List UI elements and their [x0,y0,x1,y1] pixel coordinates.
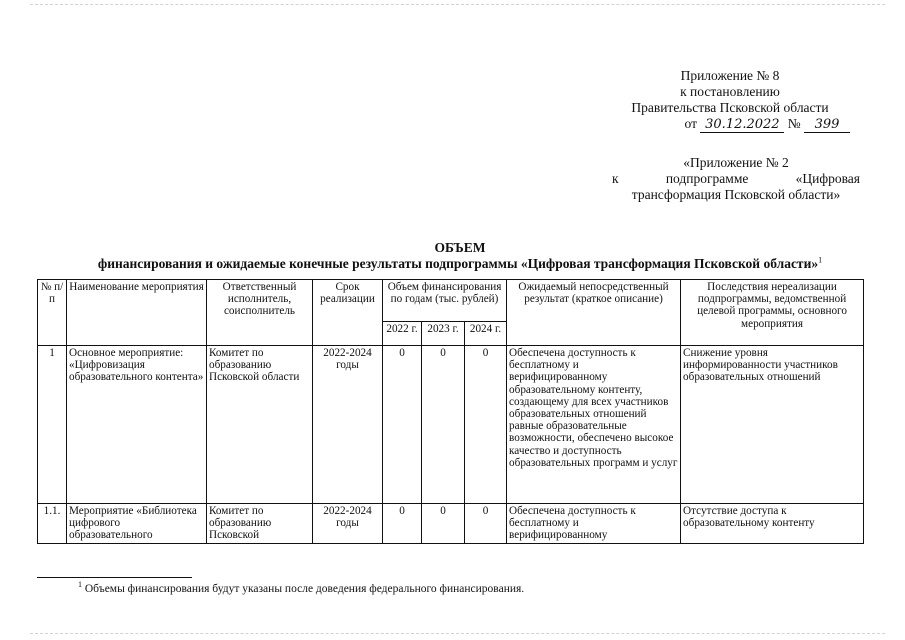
header-year-2023: 2023 г. [422,322,465,346]
header-term: Срок реализации [313,280,383,346]
scan-edge-top [30,4,885,5]
table-row [38,504,864,544]
footnote-mark: 1 [78,580,82,590]
cell-num: 1.1. [38,504,67,544]
header-executor: Ответственный исполнитель, соисполнитель [207,280,313,346]
cell-name: Основное мероприятие: «Цифровизация образовательного контента» [67,346,207,504]
appendix-line-1: Приложение № 8 [680,68,780,83]
cell-y2022: 0 [383,346,422,504]
header-num: № п/п [38,280,67,346]
title-footnote-mark: 1 [818,255,823,265]
appendix-2-line-1: «Приложение № 2 [683,155,789,170]
cell-y2023: 0 [422,346,465,504]
appendix-2-word: к [612,171,619,186]
table-row [38,346,864,504]
cell-y2024: 0 [465,346,507,504]
header-year-2022: 2022 г. [383,322,422,346]
cell-y2022: 0 [383,504,422,544]
title-text: финансирования и ожидаемые конечные результаты подпрограммы «Цифровая трансформация Псковской области» [97,256,819,271]
scan-edge-bottom [30,633,885,634]
cell-y2024: 0 [465,504,507,544]
handwritten-number: 399 [804,118,850,133]
cell-num: 1 [38,346,67,504]
cell-name [67,504,207,544]
cell-y2023: 0 [422,504,465,544]
title-line-1: ОБЪЕМ [434,240,486,255]
handwritten-date: 30.12.2022 [700,118,784,133]
cell-term: 2022-2024 годы [313,346,383,504]
appendix-line-2: к постановлению [680,84,780,99]
number-label: № [787,116,801,131]
appendix-2-line-2 [612,171,860,187]
cell-result: Обеспечена доступность к бесплатному и верифицированному образовательному контенту, создающему для всех участников образовательных отношений равные образовательные возможности, обеспечено высокое качество и доступность образовательных программ и услуг [507,346,681,504]
footnote [78,580,525,596]
cell-consequences: Отсутствие доступа к образовательному контенту [681,504,864,544]
appendix-date-line [600,116,860,133]
header-financing: Объем финансирования по годам (тыс. рублей) [383,280,507,322]
appendix-2-word: подпрограмме [665,171,749,186]
appendix-block [600,68,860,133]
footnote-divider [37,577,192,578]
header-result: Ожидаемый непосредственный результат (краткое описание) [507,280,681,346]
appendix-2-word: «Цифровая [795,171,860,186]
document-title [20,240,900,272]
appendix-2-block [612,155,860,203]
header-name: Наименование мероприятия [67,280,207,346]
title-line-2 [20,256,900,272]
cell-result-text: Обеспечена доступность к бесплатному и верифицированному [509,505,636,542]
header-consequences: Последствия нереализации подпрограммы, ведомственной целевой программы, основного мероприятия [681,280,864,346]
cell-executor: Комитет по образованию Псковской области [207,346,313,504]
cell-term: 2022-2024 годы [313,504,383,544]
appendix-2-line-3: трансформация Псковской области» [631,187,841,202]
from-label: от [684,116,697,131]
appendix-line-3: Правительства Псковской области [631,100,829,115]
financing-table [37,279,864,544]
cell-name-text: Мероприятие «Библиотека цифрового образовательного [69,505,197,542]
cell-result [507,504,681,544]
cell-executor [207,504,313,544]
cell-consequences: Снижение уровня информированности участников образовательных отношений [681,346,864,504]
cell-executor-text: Комитет по образованию Псковской [209,505,272,542]
header-year-2024: 2024 г. [465,322,507,346]
footnote-text: Объемы финансирования будут указаны после доведения федерального финансирования. [84,583,525,595]
